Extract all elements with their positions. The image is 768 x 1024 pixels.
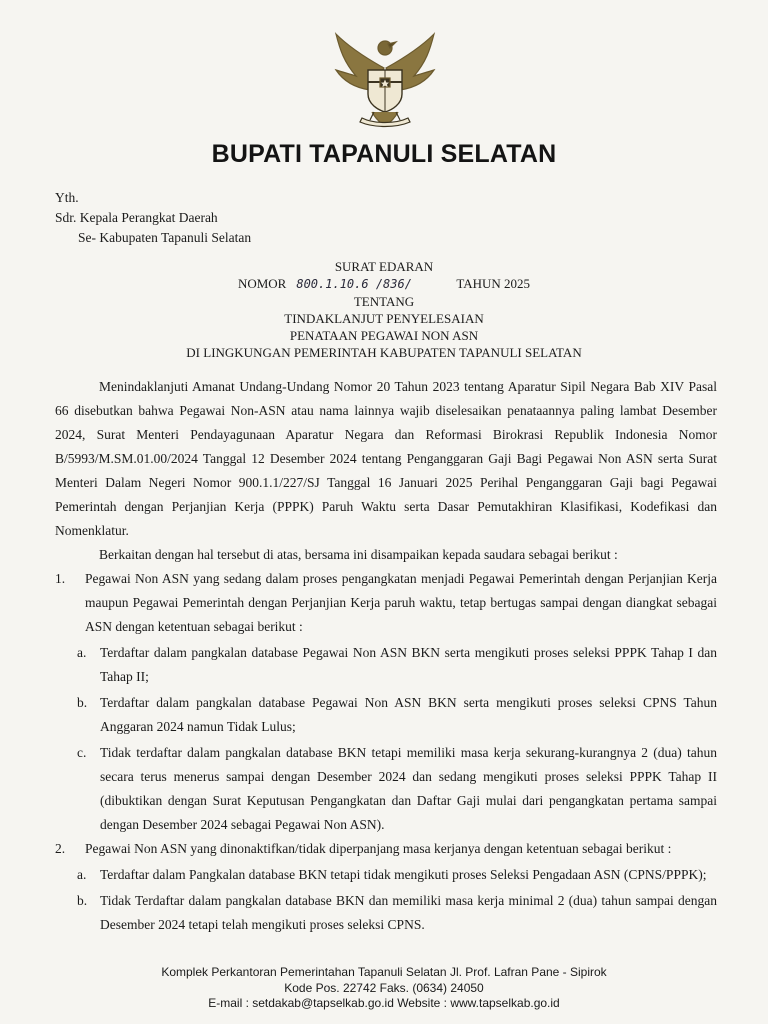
sublist-text: Terdaftar dalam Pangkalan database BKN tetapi tidak mengikuti proses Seleksi Pengadaan ASN (CPNS/PPPK); xyxy=(100,867,707,882)
letter-body xyxy=(55,375,717,937)
list-text: Pegawai Non ASN yang sedang dalam proses pengangkatan menjadi Pegawai Pemerintah dengan Perjanjian Kerja maupun Pegawai Pemerintah dengan Perjanjian Kerja paruh waktu, tetap bertugas sampai dengan diangkat sebagai ASN dengan ketentuan sebagai berikut : xyxy=(85,571,717,634)
main-list xyxy=(55,567,717,937)
sublist-letter: b. xyxy=(77,893,88,908)
paragraph-2: Berkaitan dengan hal tersebut di atas, bersama ini disampaikan kepada saudara sebagai berikut : xyxy=(99,547,618,562)
list-text: Pegawai Non ASN yang dinonaktifkan/tidak diperpanjang masa kerjanya dengan ketentuan sebagai berikut : xyxy=(85,841,672,856)
subject-line-3: DI LINGKUNGAN PEMERINTAH KABUPATEN TAPANULI SELATAN xyxy=(186,345,582,360)
letter-footer xyxy=(0,965,768,1012)
sublist-letter: a. xyxy=(77,867,87,882)
nomor-value: 800.1.10.6 /836/ xyxy=(296,277,412,291)
subject-line-2: PENATAAN PEGAWAI NON ASN xyxy=(289,328,479,343)
recipient-name: Sdr. Kepala Perangkat Daerah xyxy=(55,210,218,225)
subject-line-1: TINDAKLANJUT PENYELESAIAN xyxy=(284,311,484,326)
tentang-label: TENTANG xyxy=(353,294,415,309)
sublist-letter: c. xyxy=(77,745,87,760)
sublist-letter: a. xyxy=(77,645,87,660)
letterhead-title: BUPATI TAPANULI SELATAN xyxy=(211,140,557,168)
sublist-text: Terdaftar dalam pangkalan database Pegawai Non ASN BKN serta mengikuti proses seleksi CPNS Tahun Anggaran 2024 namun Tidak Lulus; xyxy=(100,695,717,734)
list-item xyxy=(55,567,717,837)
recipient-block xyxy=(55,188,251,248)
list-number: 1. xyxy=(55,571,66,586)
sublist-text: Terdaftar dalam pangkalan database Pegawai Non ASN BKN serta mengikuti proses seleksi PPPK Tahap I dan Tahap II; xyxy=(100,645,717,684)
garuda-emblem-icon xyxy=(326,28,444,128)
footer-contact: E-mail : setdakab@tapselkab.go.id Website : www.tapselkab.go.id xyxy=(208,996,560,1010)
list-item xyxy=(55,837,717,937)
footer-address: Komplek Perkantoran Pemerintahan Tapanuli Selatan Jl. Prof. Lafran Pane - Sipirok xyxy=(161,965,607,979)
list-number: 2. xyxy=(55,841,66,856)
sublist-letter: b. xyxy=(77,695,88,710)
sublist-text: Tidak terdaftar dalam pangkalan database BKN tetapi memiliki masa kerja sekurang-kurangnya 2 (dua) tahun secara terus menerus sampai dengan Desember 2024 dan sedang mengikuti proses seleksi PPPK Tahap II (dibuktikan dengan Surat Keputusan Pengangkatan dan Daftar Gaji mulai dari pengangkatan pertama sampai dengan Desember 2024 sebagai Pegawai Non ASN). xyxy=(100,745,717,832)
nomor-label: NOMOR xyxy=(237,276,287,291)
recipient-region: Se- Kabupaten Tapanuli Selatan xyxy=(78,230,252,245)
letter-heading xyxy=(0,258,768,361)
footer-postal: Kode Pos. 22742 Faks. (0634) 24050 xyxy=(284,980,484,995)
letter-type: SURAT EDARAN xyxy=(334,259,434,274)
sublist-text: Tidak Terdaftar dalam pangkalan database BKN dan memiliki masa kerja minimal 2 (dua) tahun sampai dengan Desember 2024 tetapi telah mengikuti proses seleksi CPNS. xyxy=(100,893,717,932)
letter-number-line xyxy=(0,275,768,293)
paragraph-1: Menindaklanjuti Amanat Undang-Undang Nomor 20 Tahun 2023 tentang Aparatur Sipil Negara Bab XIV Pasal 66 disebutkan bahwa Pegawai Non-ASN atau nama lainnya wajib diselesaikan penataannya paling lambat Desember 2024, Surat Menteri Pendayagunaan Aparatur Negara dan Reformasi Birokrasi Republik Indonesia Nomor B/5993/M.SM.01.00/2024 Tanggal 12 Desember 2024 tentang Penganggaran Gaji Bagi Pegawai Non ASN serta Surat Menteri Dalam Negeri Nomor 900.1.1/227/SJ Tanggal 16 Januari 2025 Perihal Penganggaran Gaji bagi Pegawai Pemerintah dengan Perjanjian Kerja (PPPK) Paruh Waktu serta Dasar Pemutakhiran Klasifikasi, Kodefikasi dan Nomenklatur. xyxy=(55,379,717,538)
letter-year: TAHUN 2025 xyxy=(456,276,531,291)
recipient-salutation: Yth. xyxy=(55,190,79,205)
